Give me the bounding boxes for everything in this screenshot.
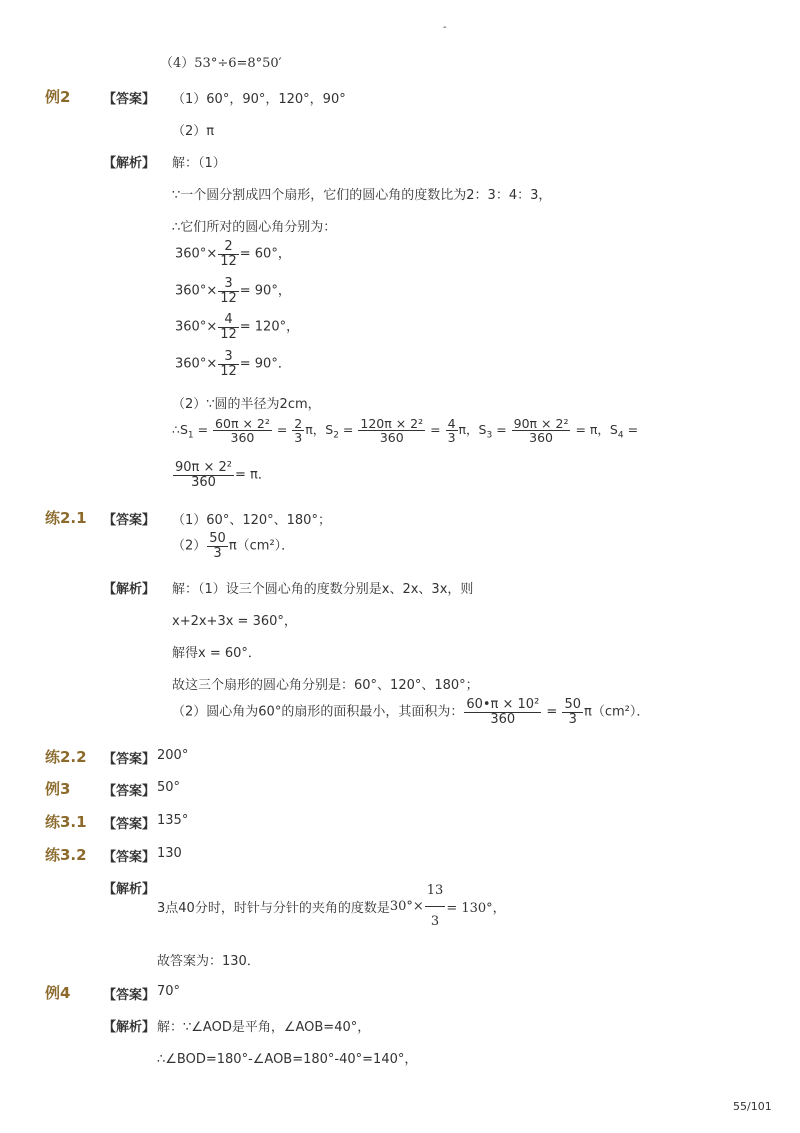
denominator: 3	[294, 430, 303, 446]
practice-2-1-label: 练2.1	[45, 509, 87, 527]
answer-tag: 【答案】	[103, 752, 156, 767]
eq-text: = π．	[235, 467, 271, 483]
eq-text: 30°×	[389, 898, 424, 914]
area-equation-s4	[172, 461, 271, 489]
numerator: 3	[218, 277, 239, 292]
eq-text: =	[272, 422, 292, 438]
numerator: 90π × 2²	[513, 416, 569, 431]
denominator: 360	[379, 430, 404, 446]
answer-tag: 【答案】	[103, 850, 156, 865]
numerator: 2	[294, 416, 303, 431]
analysis-text: 解：∵∠AOD是平角，∠AOB=40°，	[157, 1020, 371, 1035]
answer-tag: 【答案】	[103, 817, 156, 832]
eq-text: 3点40分时，时针与分针的夹角的度数是	[157, 900, 390, 916]
numerator: 4	[447, 416, 456, 431]
example-2-label: 例2	[45, 88, 71, 106]
eq-text: =	[193, 422, 213, 438]
analysis-tag: 【解析】	[103, 1020, 156, 1035]
denominator: 360	[490, 711, 516, 727]
subscript: 2	[333, 430, 339, 441]
analysis-text	[157, 876, 506, 937]
analysis-tag: 【解析】	[103, 882, 156, 897]
denominator: 3	[568, 711, 577, 727]
analysis-text: 解得x = 60°．	[172, 646, 261, 661]
analysis-text: ∴它们所对的圆心角分别为：	[172, 220, 337, 235]
numerator: 60•π × 10²	[466, 697, 540, 712]
eq-text: =	[623, 422, 639, 438]
equation-4	[175, 350, 291, 378]
fraction	[213, 417, 272, 444]
denominator: 12	[220, 326, 237, 342]
denominator: 360	[529, 430, 553, 446]
subscript: 4	[617, 430, 624, 441]
analysis-tag: 【解析】	[103, 156, 156, 171]
analysis-text: 解：（1）	[172, 156, 226, 171]
practice-2-2-label: 练2.2	[45, 748, 87, 766]
example-3-label: 例3	[45, 780, 71, 798]
numerator: 13	[425, 876, 446, 907]
answer-tag: 【答案】	[103, 988, 156, 1003]
eq-text: = π，S	[571, 422, 618, 438]
eq-text: =	[426, 422, 445, 438]
eq-text: 360°×	[175, 246, 218, 262]
answer-text: （2）π	[172, 124, 215, 139]
denominator: 12	[220, 253, 237, 269]
equation-1	[175, 240, 291, 268]
eq-text: （2）	[172, 538, 207, 554]
equation-2	[175, 277, 291, 305]
area-equation-row	[172, 417, 638, 444]
eq-text: = 60°，	[239, 246, 291, 262]
practice-3-1-label: 练3.1	[45, 813, 87, 831]
eq-text: （2）圆心角为60°的扇形的面积最小，其面积为：	[172, 704, 464, 720]
numerator: 4	[218, 313, 239, 328]
denominator: 12	[220, 363, 237, 379]
eq-text: 360°×	[175, 319, 218, 335]
eq-text: = 130°，	[446, 900, 506, 916]
denominator: 12	[220, 290, 237, 306]
answer-text: 200°	[157, 748, 189, 763]
answer-text: 70°	[157, 984, 181, 999]
example-4-label: 例4	[45, 984, 71, 1002]
denominator: 360	[230, 430, 255, 446]
header-mark: -	[443, 22, 447, 33]
analysis-text: （2）∵圆的半径为2cm，	[172, 397, 321, 412]
fraction	[218, 240, 239, 268]
eq-text: π，S	[458, 422, 487, 438]
analysis-tag: 【解析】	[103, 582, 156, 597]
eq-text: =	[542, 704, 562, 720]
fraction	[218, 277, 239, 305]
subscript: 1	[187, 430, 194, 441]
page-number: 55/101	[733, 1100, 772, 1113]
answer-tag: 【答案】	[103, 513, 156, 528]
eq-text: π（cm²）．	[228, 538, 295, 554]
analysis-text: 故这三个扇形的圆心角分别是：60°、120°、180°；	[172, 678, 479, 693]
fraction	[218, 313, 239, 341]
denominator: 3	[430, 913, 440, 929]
numerator: 50	[564, 697, 581, 712]
eq-text: π，S	[305, 422, 334, 438]
numerator: 120π × 2²	[360, 416, 424, 431]
eq-text: = 90°．	[239, 356, 291, 372]
equation-3	[175, 313, 299, 341]
eq-text: π（cm²）．	[584, 704, 650, 720]
answer-tag: 【答案】	[103, 92, 156, 107]
practice-3-2-label: 练3.2	[45, 846, 87, 864]
eq-text: = 90°，	[239, 283, 291, 299]
numerator: 50	[209, 531, 226, 546]
analysis-text	[172, 698, 649, 726]
eq-text: =	[338, 422, 358, 438]
analysis-text: ∵一个圆分割成四个扇形，它们的圆心角的度数比为2：3：4：3，	[172, 188, 552, 203]
answer-text: 135°	[157, 813, 189, 828]
denominator: 360	[191, 474, 216, 490]
answer-text: （1）60°、120°、180°；	[172, 513, 331, 528]
fraction	[292, 417, 304, 444]
numerator: 60π × 2²	[215, 416, 270, 431]
answer-text: 50°	[157, 780, 181, 795]
analysis-text: 解：（1）设三个圆心角的度数分别是x、2x、3x，则	[172, 582, 474, 597]
fraction	[446, 417, 458, 444]
numerator: 3	[218, 350, 239, 365]
analysis-text: x+2x+3x = 360°，	[172, 614, 297, 629]
eq-text: = 120°，	[239, 319, 300, 335]
eq-text: ∴S	[172, 422, 188, 438]
fraction	[218, 350, 239, 378]
answer-text: （1）60°，90°，120°，90°	[172, 92, 346, 107]
numerator: 2	[218, 240, 239, 255]
fraction	[173, 461, 234, 489]
eq-text: 360°×	[175, 356, 218, 372]
subscript: 3	[486, 430, 493, 441]
fraction	[358, 417, 425, 444]
fraction	[562, 698, 583, 726]
answer-line-4: （4）53°÷6=8°50′	[160, 56, 282, 71]
denominator: 3	[213, 545, 222, 561]
eq-text: 360°×	[175, 283, 218, 299]
fraction	[512, 417, 571, 444]
denominator: 3	[447, 430, 456, 446]
eq-text: =	[492, 422, 511, 438]
fraction	[464, 698, 541, 726]
answer-text: 130	[157, 846, 182, 861]
analysis-text: 故答案为：130．	[157, 954, 260, 969]
numerator: 90π × 2²	[175, 460, 233, 475]
fraction	[425, 876, 446, 937]
answer-tag: 【答案】	[103, 784, 156, 799]
analysis-text: ∴∠BOD=180°-∠AOB=180°-40°=140°，	[157, 1052, 418, 1067]
fraction	[207, 532, 228, 560]
answer-text	[172, 532, 294, 560]
